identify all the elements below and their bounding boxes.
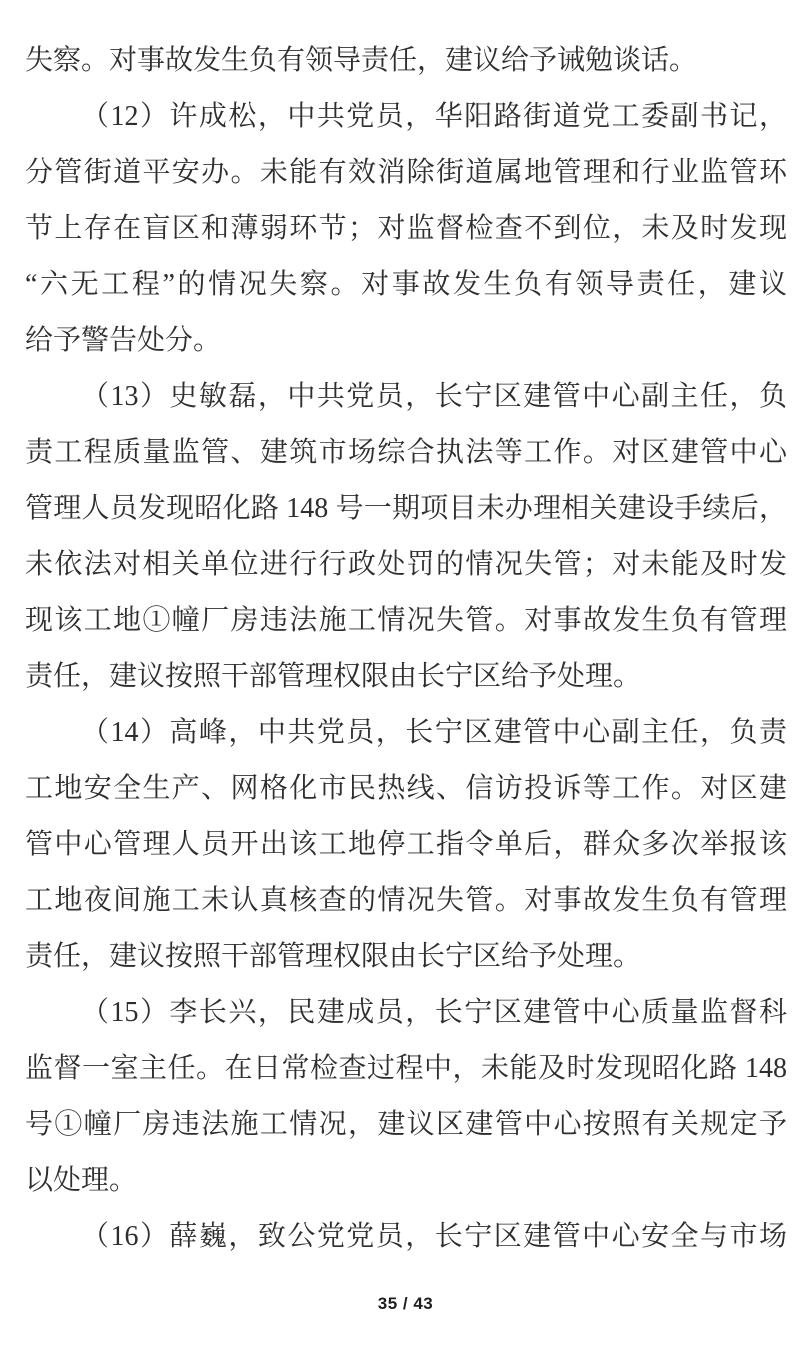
text-line: 工地夜间施工未认真核查的情况失管。对事故发生负有管理 (25, 885, 787, 916)
text-line-para-15-start: （15）李长兴，民建成员，长宁区建管中心质量监督科 (81, 997, 787, 1028)
text-line: 工地安全生产、网格化市民热线、信访投诉等工作。对区建 (25, 773, 787, 804)
text-line-para-13-start: （13）史敏磊，中共党员，长宁区建管中心副主任，负 (81, 381, 787, 412)
text-line: 未依法对相关单位进行行政处罚的情况失管；对未能及时发 (25, 549, 787, 580)
text-line: 责任，建议按照干部管理权限由长宁区给予处理。 (25, 661, 642, 692)
text-line-para-16-start: （16）薛巍，致公党党员，长宁区建管中心安全与市场 (81, 1221, 787, 1252)
text-line: 监督一室主任。在日常检查过程中，未能及时发现昭化路 148 (25, 1053, 787, 1084)
text-line: “六无工程”的情况失察。对事故发生负有领导责任，建议 (25, 269, 787, 300)
text-line: 给予警告处分。 (25, 325, 222, 356)
text-line: 责任，建议按照干部管理权限由长宁区给予处理。 (25, 941, 642, 972)
text-line: 管理人员发现昭化路 148 号一期项目未办理相关建设手续后， (25, 493, 787, 524)
text-line: 责工程质量监管、建筑市场综合执法等工作。对区建管中心 (25, 437, 787, 468)
text-line-para-14-start: （14）高峰，中共党员，长宁区建管中心副主任，负责 (81, 717, 787, 748)
text-line: 号①幢厂房违法施工情况，建议区建管中心按照有关规定予 (25, 1109, 787, 1140)
document-body (25, 33, 787, 1265)
text-line: 分管街道平安办。未能有效消除街道属地管理和行业监管环 (25, 157, 787, 188)
text-line: 现该工地①幢厂房违法施工情况失管。对事故发生负有管理 (25, 605, 787, 636)
page-number: 35 / 43 (377, 1294, 434, 1313)
text-line: 以处理。 (25, 1165, 138, 1196)
text-line: 节上存在盲区和薄弱环节；对监督检查不到位，未及时发现 (25, 213, 787, 244)
text-line: 管中心管理人员开出该工地停工指令单后，群众多次举报该 (25, 829, 787, 860)
text-line: 失察。对事故发生负有领导责任，建议给予诫勉谈话。 (25, 45, 698, 76)
text-line-para-12-start: （12）许成松，中共党员，华阳路街道党工委副书记， (81, 101, 787, 132)
